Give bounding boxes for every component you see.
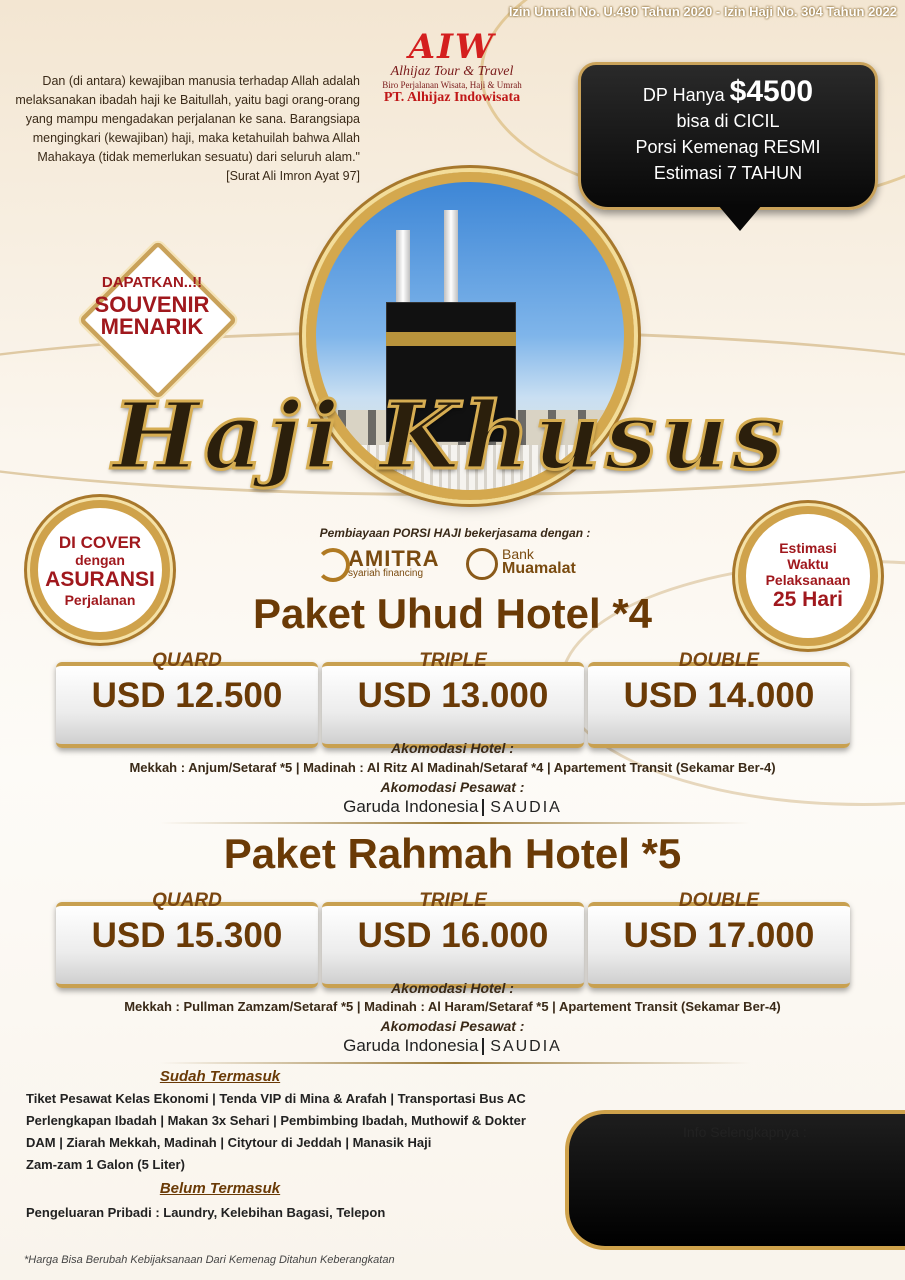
- footer-note: *Harga Bisa Berubah Kebijaksanaan Dari Kemenag Ditahun Keberangkatan: [24, 1254, 395, 1266]
- insurance-line-4: Perjalanan: [64, 591, 136, 608]
- airline-garuda: Garuda Indonesia: [343, 1036, 479, 1055]
- price-value: USD 15.300: [91, 916, 283, 955]
- package-1-airlines: [0, 797, 905, 817]
- insurance-line-2: dengan: [75, 551, 125, 568]
- package-1-hotel-label: Akomodasi Hotel :: [391, 740, 514, 756]
- price-value: USD 14.000: [623, 676, 815, 715]
- insurance-line-1: DI COVER: [58, 532, 142, 552]
- duration-line-1: Estimasi: [779, 540, 837, 556]
- souvenir-line-1: DAPATKAN..!!: [101, 274, 203, 291]
- package-1-price-quard: [56, 650, 318, 746]
- price-value: USD 16.000: [357, 916, 549, 955]
- duration-line-4: 25 Hari: [772, 588, 844, 611]
- list-item: Perlengkapan Ibadah | Makan 3x Sehari | Pembimbing Ibadah, Muthowif & Dokter: [26, 1113, 526, 1128]
- package-2-price-triple: [322, 890, 584, 986]
- amitra-tagline: syariah financing: [348, 568, 424, 579]
- duration-line-2: Waktu: [787, 556, 829, 572]
- dp-estimate: Estimasi 7 TAHUN: [653, 163, 803, 183]
- price-value: USD 17.000: [623, 916, 815, 955]
- room-type: DOUBLE: [678, 650, 760, 671]
- list-item: Tiket Pesawat Kelas Ekonomi | Tenda VIP di Mina & Arafah | Transportasi Bus AC: [26, 1091, 526, 1106]
- section-divider: [160, 1062, 750, 1064]
- insurance-line-3: ASURANSI: [45, 567, 155, 591]
- muamalat-bank: Bank: [502, 546, 534, 562]
- down-payment-box: [578, 62, 878, 210]
- package-2-hotel: Mekkah : Pullman Zamzam/Setaraf *5 | Madinah : Al Haram/Setaraf *5 | Apartement Transit (Sekamar Ber-4): [124, 999, 781, 1014]
- muamalat-icon: [466, 548, 498, 580]
- list-item: Zam-zam 1 Galon (5 Liter): [26, 1157, 185, 1172]
- dp-amount: $4500: [729, 75, 814, 108]
- amitra-name: AMITRA: [348, 546, 440, 571]
- excluded-list: [26, 1202, 596, 1224]
- room-type: QUARD: [152, 890, 222, 911]
- excluded-heading: Belum Termasuk: [159, 1180, 281, 1197]
- airline-saudia: SAUDIA: [482, 1038, 562, 1055]
- souvenir-badge: [82, 244, 222, 384]
- info-label: Info Selengkapnya :: [683, 1124, 807, 1140]
- dp-installment: bisa di CICIL: [676, 111, 780, 131]
- room-type: QUARD: [152, 650, 222, 671]
- package-2-title: Paket Rahmah Hotel *5: [223, 830, 682, 877]
- amitra-icon: [316, 548, 350, 582]
- airline-garuda: Garuda Indonesia: [343, 797, 479, 816]
- amitra-logo: [318, 546, 440, 579]
- included-list: [26, 1088, 596, 1176]
- duration-line-3: Pelaksanaan: [765, 572, 851, 588]
- included-heading: Sudah Termasuk: [159, 1068, 281, 1085]
- room-type: DOUBLE: [678, 890, 760, 911]
- section-divider: [160, 822, 750, 824]
- airline-saudia: SAUDIA: [482, 799, 562, 816]
- main-title: Haji Khusus: [112, 382, 788, 490]
- package-2-airlines: [0, 1036, 905, 1056]
- logo-company: PT. Alhijaz Indowisata: [383, 90, 521, 105]
- souvenir-line-2: SOUVENIR: [94, 292, 210, 317]
- package-2-price-quard: [56, 890, 318, 986]
- muamalat-name: Muamalat: [502, 560, 576, 577]
- list-item: DAM | Ziarah Mekkah, Madinah | Citytour di Jeddah | Manasik Haji: [26, 1135, 432, 1150]
- company-logo: [372, 27, 532, 106]
- price-value: USD 12.500: [91, 676, 283, 715]
- package-1-plane-label: Akomodasi Pesawat :: [380, 779, 525, 795]
- kaaba-gold-band: [386, 332, 516, 346]
- package-2-plane-label: Akomodasi Pesawat :: [380, 1018, 525, 1034]
- financing-label: Pembiayaan PORSI HAJI bekerjasama dengan :: [319, 526, 591, 540]
- package-2-price-double: [588, 890, 850, 986]
- dp-prefix: DP Hanya: [642, 85, 725, 105]
- package-2-hotel-label: Akomodasi Hotel :: [391, 980, 514, 996]
- dp-box-pointer: [718, 205, 762, 231]
- logo-name: Alhijaz Tour & Travel: [390, 64, 514, 79]
- souvenir-line-3: MENARIK: [100, 314, 204, 339]
- room-type: TRIPLE: [419, 890, 487, 911]
- package-1-price-double: [588, 650, 850, 746]
- room-type: TRIPLE: [419, 650, 487, 671]
- dp-quota: Porsi Kemenag RESMI: [635, 137, 821, 157]
- bank-muamalat-logo: [466, 546, 576, 578]
- package-1-title: Paket Uhud Hotel *4: [252, 590, 653, 637]
- price-value: USD 13.000: [357, 676, 549, 715]
- quran-quote: Dan (di antara) kewajiban manusia terhadap Allah adalah melaksanakan ibadah haji ke Baitullah, yaitu bagi orang-orang yang mampu mengadakan perjalanan ke sana. Barangsiapa mengingkari (kewajiban) haji, maka ketahuilah bahwa Allah Mahakaya (tidak memerlukan sesuatu) dari seluruh alam." [Surat Ali Imron Ayat 97]: [15, 74, 360, 183]
- package-1-hotel: Mekkah : Anjum/Setaraf *5 | Madinah : Al Ritz Al Madinah/Setaraf *4 | Apartement Transit (Sekamar Ber-4): [129, 760, 776, 775]
- package-1-price-triple: [322, 650, 584, 746]
- list-item: Pengeluaran Pribadi : Laundry, Kelebihan Bagasi, Telepon: [26, 1205, 386, 1220]
- logo-subtitle: Biro Perjalanan Wisata, Haji & Umrah: [382, 80, 522, 90]
- permit-text: Izin Umrah No. U.490 Tahun 2020 - Izin Haji No. 304 Tahun 2022: [508, 4, 897, 19]
- logo-mark: AIW: [408, 27, 496, 67]
